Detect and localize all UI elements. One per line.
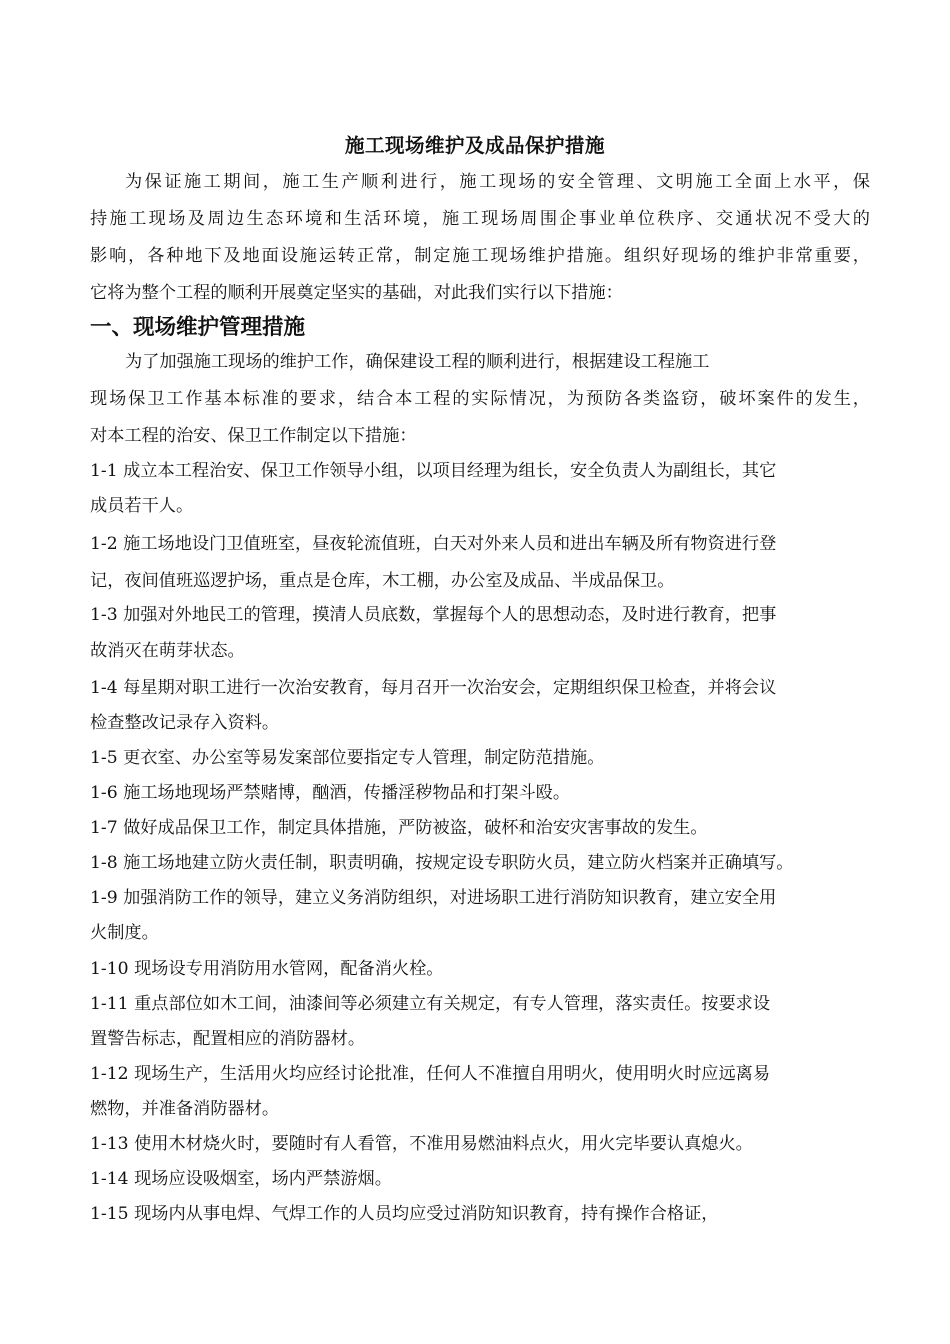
section-intro-line: 为了加强施工现场的维护工作，确保建设工程的顺利进行，根据建设工程施工 — [125, 352, 710, 372]
intro-line: 持施工现场及周边生态环境和生活环境，施工现场周围企事业单位秩序、交通状况不受大的 — [90, 209, 870, 229]
section-heading: 一、现场维护管理措施 — [90, 315, 306, 340]
list-item-line: 1-15 现场内从事电焊、气焊工作的人员均应受过消防知识教育，持有操作合格证， — [90, 1204, 719, 1224]
list-item-line: 1-4 每星期对职工进行一次治安教育，每月召开一次治安会，定期组织保卫检查，并将会议 — [90, 678, 777, 698]
list-item-line: 燃物，并准备消防器材。 — [90, 1099, 280, 1119]
list-item-line: 1-12 现场生产，生活用火均应经讨论批准，任何人不准擅自用明火，使用明火时应远离易 — [90, 1064, 771, 1084]
intro-line: 它将为整个工程的顺利开展奠定坚实的基础，对此我们实行以下措施： — [90, 283, 623, 303]
list-item-line: 1-6 施工场地现场严禁赌博，酗酒，传播淫秽物品和打架斗殴。 — [90, 783, 571, 803]
intro-line: 影响，各种地下及地面设施运转正常，制定施工现场维护措施。组织好现场的维护非常重要， — [90, 246, 870, 266]
intro-line: 为保证施工期间，施工生产顺利进行，施工现场的安全管理、文明施工全面上水平，保 — [125, 172, 870, 192]
list-item-line: 成员若干人。 — [90, 496, 194, 516]
list-item-line: 1-11 重点部位如木工间，油漆间等必须建立有关规定，有专人管理，落实责任。按要求设 — [90, 994, 771, 1014]
list-item-line: 火制度。 — [90, 923, 159, 943]
list-item-line: 故消灭在萌芽状态。 — [90, 641, 245, 661]
page-title: 施工现场维护及成品保护措施 — [344, 134, 605, 157]
list-item-line: 置警告标志，配置相应的消防器材。 — [90, 1029, 366, 1049]
section-intro-line: 对本工程的治安、保卫工作制定以下措施： — [90, 426, 417, 446]
list-item-line: 1-3 加强对外地民工的管理，摸清人员底数，掌握每个人的思想动态，及时进行教育，把事 — [90, 605, 777, 625]
list-item-line: 1-13 使用木材烧火时，要随时有人看管，不准用易燃油料点火，用火完毕要认真熄火。 — [90, 1134, 753, 1154]
section-intro-line: 现场保卫工作基本标准的要求，结合本工程的实际情况，为预防各类盗窃，破坏案件的发生， — [90, 389, 870, 409]
list-item-line: 1-1 成立本工程治安、保卫工作领导小组，以项目经理为组长，安全负责人为副组长，其它 — [90, 461, 777, 481]
list-item-line: 1-7 做好成品保卫工作，制定具体措施，严防被盗，破杯和治安灾害事故的发生。 — [90, 818, 708, 838]
list-item-line: 1-9 加强消防工作的领导，建立义务消防组织，对进场职工进行消防知识教育，建立安全用 — [90, 888, 777, 908]
list-item-line: 1-10 现场设专用消防用水管网，配备消火栓。 — [90, 959, 444, 979]
list-item-line: 1-2 施工场地设门卫值班室，昼夜轮流值班，白天对外来人员和进出车辆及所有物资进行登 — [90, 534, 777, 554]
list-item-line: 检查整改记录存入资料。 — [90, 713, 280, 733]
list-item-line: 1-8 施工场地建立防火责任制，职责明确，按规定设专职防火员，建立防火档案并正确填写。 — [90, 853, 794, 873]
list-item-line: 记，夜间值班巡逻护场，重点是仓库，木工棚，办公室及成品、半成品保卫。 — [90, 571, 675, 591]
list-item-line: 1-5 更衣室、办公室等易发案部位要指定专人管理，制定防范措施。 — [90, 748, 605, 768]
list-item-line: 1-14 现场应设吸烟室，场内严禁游烟。 — [90, 1169, 392, 1189]
